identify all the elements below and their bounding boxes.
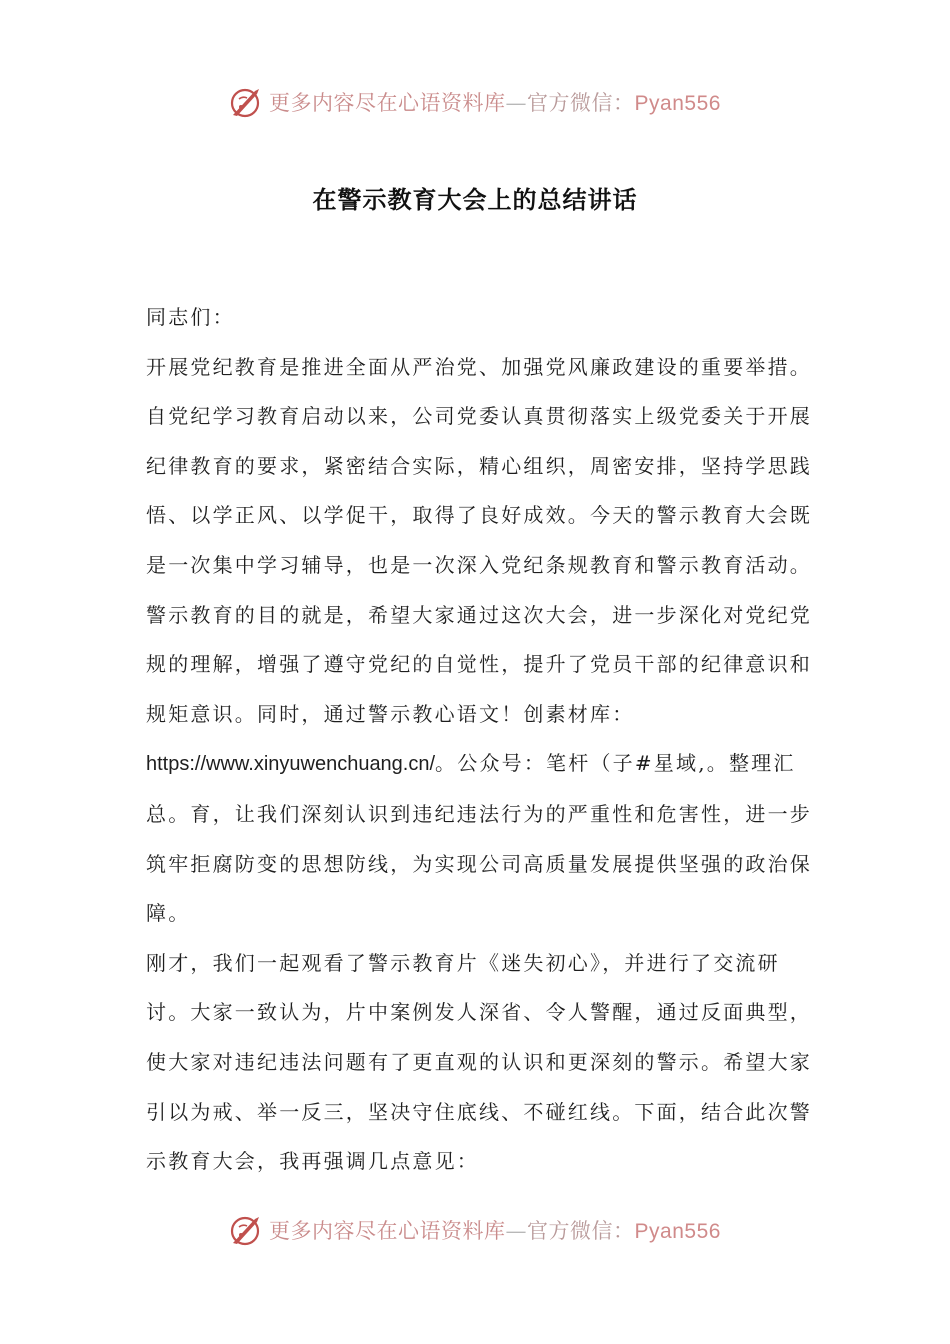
watermark-text: [269, 87, 721, 117]
document-title: 在警示教育大会上的总结讲话: [312, 186, 638, 214]
watermark-wechat-id: Pyan556: [634, 1220, 721, 1243]
quill-pen-logo-icon: [229, 85, 263, 119]
paragraph-1-text-b: 。公众号：笔杆（子#星域,。整理汇总。育，让我们深刻认识到违纪违法行为的严重性和危害性，进一步筑牢拒腐防变的思想防线，为实现公司高质量发展提供坚强的政治保障。: [146, 751, 812, 926]
watermark-lead: 更多内容尽在心语资料库: [269, 91, 506, 115]
watermark-separator: —: [505, 1219, 528, 1243]
watermark-lead: 更多内容尽在心语资料库: [269, 1219, 506, 1243]
paragraph-1: [146, 343, 818, 939]
watermark-wechat-id: Pyan556: [634, 92, 721, 115]
bottom-watermark-banner: [0, 1208, 950, 1252]
watermark-wechat-label: 官方微信：: [527, 1219, 635, 1243]
document-body: [146, 293, 818, 1187]
watermark-separator: —: [505, 91, 528, 115]
watermark-wechat-label: 官方微信：: [527, 91, 635, 115]
paragraph-2: 刚才，我们一起观看了警示教育片《迷失初心》，并进行了交流研讨。大家一致认为，片中案例发人深省、令人警醒，通过反面典型，使大家对违纪违法问题有了更直观的认识和更深刻的警示。希望大家引以为戒、举一反三，坚决守住底线、不碰红线。下面，结合此次警示教育大会，我再强调几点意见：: [146, 950, 812, 1174]
top-watermark-banner: [0, 80, 950, 124]
paragraph-1-text-a: 开展党纪教育是推进全面从严治党、加强党风廉政建设的重要举措。自党纪学习教育启动以来，公司党委认真贯彻落实上级党委关于开展纪律教育的要求，紧密结合实际，精心组织，周密安排，坚持学思践悟、以学正风、以学促干，取得了良好成效。今天的警示教育大会既是一次集中学习辅导，也是一次深入党纪条规教育和警示教育活动。警示教育的目的就是，希望大家通过这次大会，进一步深化对党纪党规的理解，增强了遵守党纪的自觉性，提升了党员干部的纪律意识和规矩意识。同时，通过警示教心语文！创素材库：: [146, 354, 812, 726]
watermark-text: [269, 1215, 721, 1245]
greeting: 同志们：: [146, 305, 235, 329]
quill-pen-logo-icon: [229, 1213, 263, 1247]
source-url: https://www.xinyuwenchuang.cn/: [146, 753, 436, 776]
